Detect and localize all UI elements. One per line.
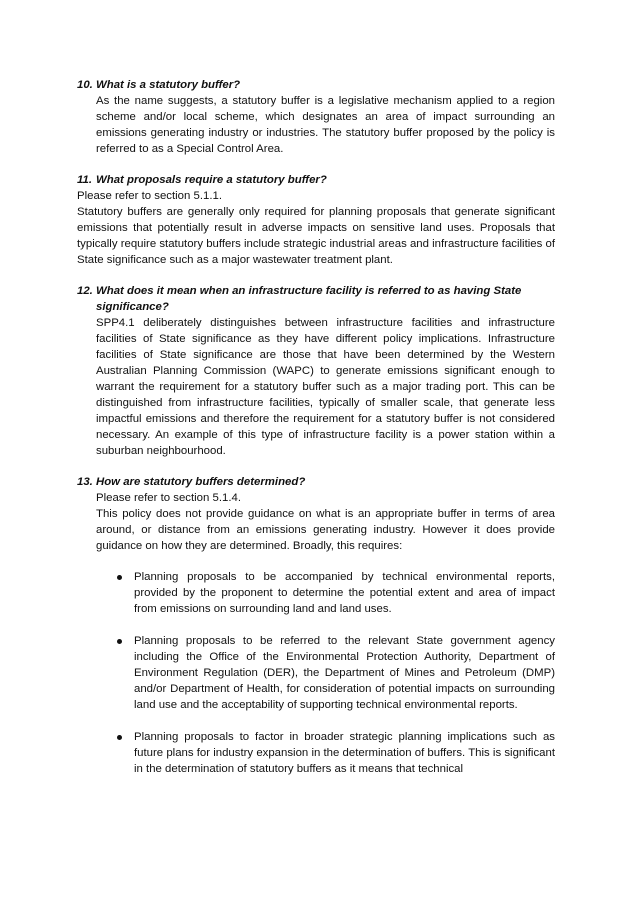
- bullet-icon: [117, 575, 122, 580]
- section-question: What does it mean when an infrastructure facility is referred to as having State significance?: [96, 285, 522, 313]
- section-content: [77, 315, 555, 459]
- section-question: What is a statutory buffer?: [96, 79, 241, 91]
- section-heading: [77, 283, 555, 315]
- faq-section-12: [77, 283, 555, 459]
- faq-section-11: [77, 172, 555, 268]
- section-number: 13.: [77, 476, 93, 488]
- body-paragraph: SPP4.1 deliberately distinguishes between infrastructure facilities and infrastructure facilities of State significance as they have different policy implications. Infrastructure facilities of State significance are those that have been determined by the Western Australian Planning Commission (WAPC) to generate emissions significant enough to warrant the requirement for a statutory buffer such as a major trading port. This can be distinguished from infrastructure facilities, typically of smaller scale, that generate less impactful emissions and therefore the requirement for a statutory buffer is not considered necessary. An example of this type of infrastructure facility is a power station within a suburban neighbourhood.: [96, 317, 555, 457]
- section-content: [77, 188, 555, 268]
- bullet-text: Planning proposals to be referred to the relevant State government agency including the Office of the Environmental Protection Authority, Department of Environment Regulation (DER), the Department of Mines and Petroleum (DMP) and/or Department of Health, for consideration of potential impacts on surrounding land use and the acceptability of supporting technical environmental reports.: [134, 635, 555, 711]
- section-heading: [77, 474, 555, 490]
- section-content: [77, 93, 555, 157]
- body-paragraph: As the name suggests, a statutory buffer is a legislative mechanism applied to a region scheme and/or local scheme, which designates an area of impact surrounding an emissions generating industry or industries. The statutory buffer proposed by the policy is referred to as a Special Control Area.: [96, 95, 555, 155]
- section-number: 12.: [77, 285, 93, 297]
- section-heading: [77, 172, 555, 188]
- body-paragraph: This policy does not provide guidance on what is an appropriate buffer in terms of area around, or distance from an emissions generating industry. However it does provide guidance on how they are determined. Broadly, this requires:: [96, 508, 555, 552]
- section-reference: Please refer to section 5.1.1.: [77, 190, 222, 202]
- bullet-text: Planning proposals to be accompanied by technical environmental reports, provided by the proponent to determine the potential extent and area of impact from emissions on surrounding land and land uses.: [134, 571, 555, 615]
- section-number: 10.: [77, 79, 93, 91]
- faq-section-13: [77, 474, 555, 777]
- document-body: [77, 77, 555, 793]
- section-question: How are statutory buffers determined?: [96, 476, 306, 488]
- section-question: What proposals require a statutory buffer?: [96, 174, 327, 186]
- section-reference: Please refer to section 5.1.4.: [96, 492, 241, 504]
- bullet-text: Planning proposals to factor in broader strategic planning implications such as future plans for industry expansion in the determination of buffers. This is significant in the determination of statutory buffers as it means that technical: [134, 731, 555, 775]
- bullet-icon: [117, 735, 122, 740]
- section-heading: [77, 77, 555, 93]
- bullet-list: [77, 569, 555, 777]
- bullet-icon: [117, 639, 122, 644]
- body-paragraph: Statutory buffers are generally only required for planning proposals that generate significant emissions that potentially result in adverse impacts on sensitive land uses. Proposals that typically require statutory buffers include strategic industrial areas and infrastructure facilities of State significance such as a major wastewater treatment plant.: [77, 206, 555, 266]
- bullet-item: [115, 729, 555, 777]
- bullet-item: [115, 569, 555, 617]
- section-content: [77, 490, 555, 554]
- bullet-item: [115, 633, 555, 713]
- faq-section-10: [77, 77, 555, 157]
- section-number: 11.: [77, 174, 92, 186]
